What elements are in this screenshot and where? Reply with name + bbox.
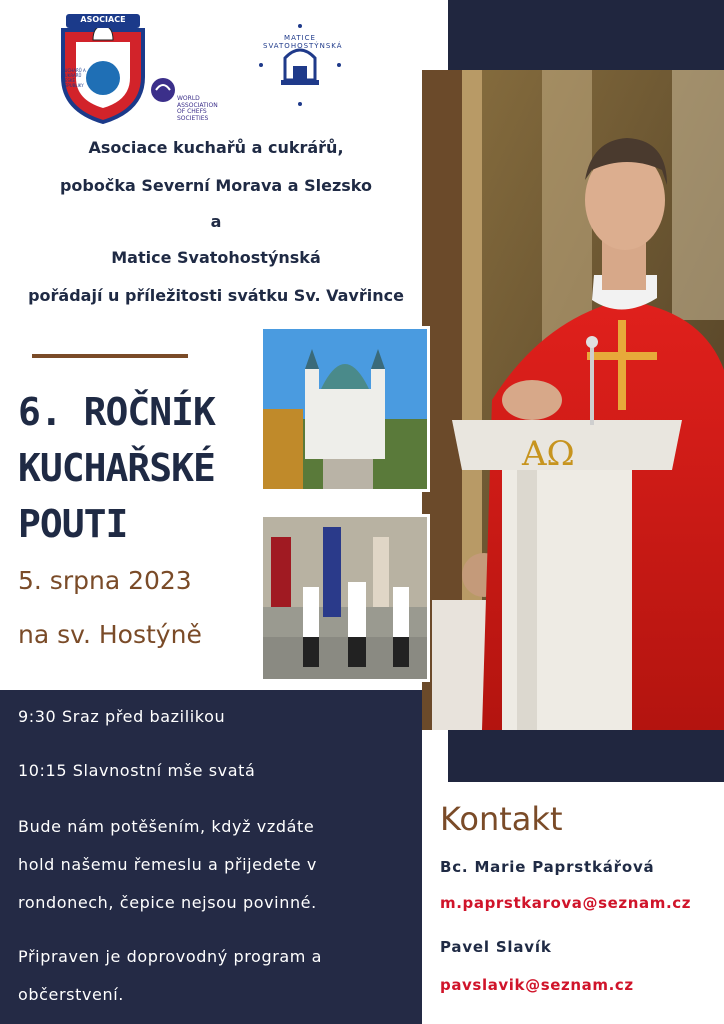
organizer-line-5: pořádají u příležitosti svátku Sv. Vavřince	[28, 286, 404, 305]
priest-illustration	[422, 70, 724, 730]
wacs-line-3: OF CHEFS	[177, 108, 207, 115]
contact-email-1[interactable]: m.paprstkarova@seznam.cz	[440, 894, 692, 912]
event-title	[18, 384, 268, 552]
matice-logo-ring-text: MATICE SVATOHOSTÝNSKÁ	[263, 34, 343, 50]
asociace-logo-ring-text: KUCHAŘŮ A CUKRÁŘŮ ČESKÉ REPUBLIKY	[62, 68, 86, 88]
program-item-2: 10:15 Slavnostní mše svatá	[18, 761, 256, 780]
asociace-logo	[58, 12, 148, 124]
accent-bar	[32, 354, 188, 358]
contact-email-2[interactable]: pavslavik@seznam.cz	[440, 976, 634, 994]
wacs-line-1: WORLD	[177, 95, 200, 102]
organizer-line-1: Asociace kuchařů a cukrářů,	[88, 138, 344, 157]
title-line-3: POUTI	[18, 502, 128, 546]
title-line-1: 6. ROČNÍK	[18, 390, 215, 434]
navy-block-top	[448, 0, 724, 70]
matice-logo	[255, 20, 345, 110]
svg-text:ΑΩ: ΑΩ	[522, 434, 575, 474]
contact-name-1: Bc. Marie Paprstkářová	[440, 858, 655, 876]
program-extra-line-2: občerstvení.	[18, 985, 124, 1004]
wacs-logo-text	[177, 96, 218, 122]
organizer-line-4: Matice Svatohostýnská	[111, 248, 321, 267]
event-place: na sv. Hostýně	[18, 620, 202, 649]
contact-title: Kontakt	[440, 800, 563, 838]
program-note-line-3: rondonech, čepice nejsou povinné.	[18, 893, 317, 912]
wacs-line-2: ASSOCIATION	[177, 101, 218, 109]
asociace-logo-label: ASOCIACE	[80, 15, 126, 24]
wacs-line-4: SOCIETIES	[177, 114, 209, 122]
organizer-line-3: a	[210, 212, 222, 231]
program-note-line-2: hold našemu řemeslu a přijedete v	[18, 855, 317, 874]
program-note	[18, 808, 408, 922]
organizer-line-2: pobočka Severní Morava a Slezsko	[59, 176, 373, 195]
program-extra-line-1: Připraven je doprovodný program a	[18, 947, 323, 966]
priest-photo	[422, 70, 724, 730]
contact-name-2: Pavel Slavík	[440, 938, 552, 956]
navy-block-right	[448, 730, 724, 782]
parade-photo	[260, 514, 430, 682]
program-extra	[18, 938, 408, 1014]
basilica-photo	[260, 326, 430, 492]
wacs-logo-icon	[150, 76, 176, 104]
event-date: 5. srpna 2023	[18, 566, 192, 595]
program-note-line-1: Bude nám potěšením, když vzdáte	[18, 817, 315, 836]
title-line-2: KUCHAŘSKÉ	[18, 446, 215, 490]
program-item-1: 9:30 Sraz před bazilikou	[18, 707, 226, 726]
